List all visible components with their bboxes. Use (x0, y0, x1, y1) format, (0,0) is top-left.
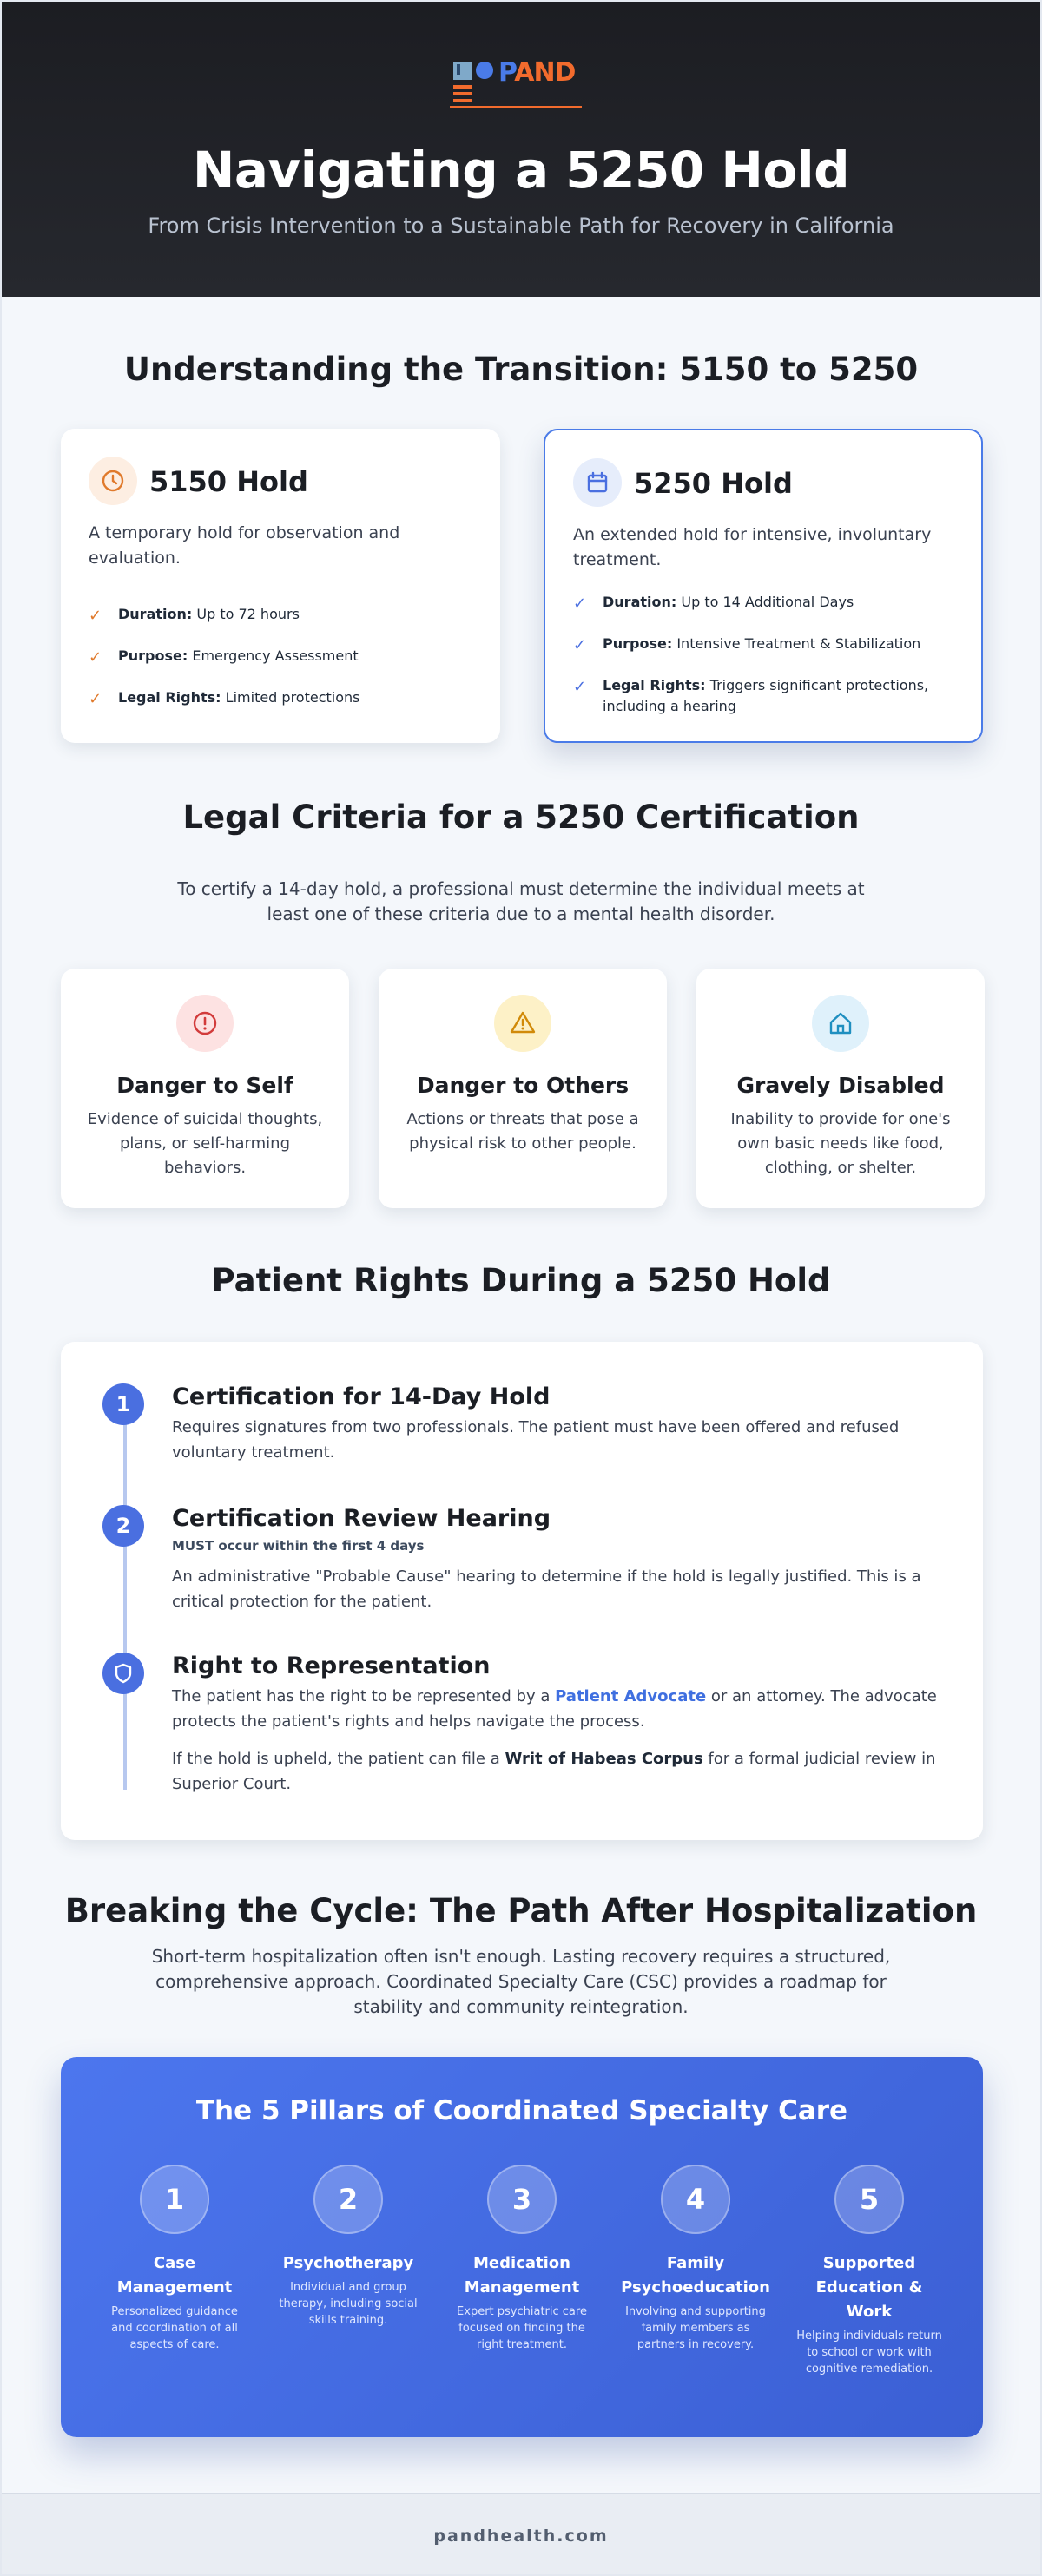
pillar-title: Medication Management (464, 2254, 580, 2297)
detail-item: ✓ Legal Rights: Triggers significant protections, including a hearing (573, 677, 929, 714)
pillar-text: Helping individuals return to school or work with cognitive remediation. (796, 2330, 942, 2376)
step-number-badge: 2 (102, 1505, 144, 1547)
card-title: 5250 Hold (634, 467, 793, 500)
criteria-card-text: Inability to provide for one's own basic needs like food, clothing, or shelter. (730, 1110, 951, 1177)
page-subtitle: From Crisis Intervention to a Sustainable Path for Recovery in California (148, 214, 894, 238)
detail-item: ✓ Legal Rights: Limited protections (89, 689, 360, 708)
page-title: Navigating a 5250 Hold (192, 141, 850, 200)
card-5250-hold (544, 429, 983, 743)
page (2, 2, 1040, 2574)
csc-pillars-panel (61, 2057, 983, 2437)
cycle-title: Breaking the Cycle: The Path After Hospitalization (64, 1892, 978, 1929)
check-icon: ✓ (89, 607, 102, 625)
card-description: An extended hold for intensive, involuntary treatment. (573, 525, 932, 569)
pillar-title: Family Psychoeducation (621, 2254, 770, 2297)
pillar-supported-education-work (782, 2165, 956, 2377)
criteria-card-title: Danger to Others (416, 1073, 630, 1098)
pillar-family-psychoeducation (609, 2165, 782, 2353)
logo-mark-icon (450, 56, 502, 104)
page-footer (2, 2493, 1040, 2574)
detail-item: ✓ Purpose: Intensive Treatment & Stabilization (573, 635, 921, 654)
check-icon: ✓ (573, 636, 587, 654)
step-text: An administrative "Probable Cause" hearing to determine if the hold is legally justified. This is a critical protection for the patient. (172, 1567, 921, 1611)
brand-logo[interactable] (450, 56, 589, 111)
clock-icon (89, 457, 137, 505)
hero-header (2, 2, 1040, 297)
card-detail-list (573, 592, 964, 738)
criteria-card-title: Gravely Disabled (736, 1073, 945, 1098)
pillar-medication-management (435, 2165, 609, 2353)
pillar-title: Case Management (116, 2254, 233, 2297)
step-number-badge: 1 (102, 1383, 144, 1425)
patient-advocate-link[interactable]: Patient Advocate (555, 1687, 707, 1705)
criteria-card-danger-to-others (379, 969, 667, 1208)
step-text: The patient has the right to be represented by a Patient Advocate or an attorney. The advocate protects the patient's rights and helps navigate the process. (172, 1687, 937, 1731)
cycle-lead: Short-term hospitalization often isn't enough. Lasting recovery requires a structured, comprehensive approach. Coordinated Specialty Care (CSC) provides a roadmap for stability and community reintegration. (151, 1946, 891, 2017)
pillar-number: 4 (661, 2165, 730, 2234)
detail-item: ✓ Duration: Up to 72 hours (89, 606, 300, 625)
transition-title: Understanding the Transition: 5150 to 5250 (123, 351, 919, 388)
check-icon: ✓ (573, 595, 587, 613)
footer-site-link[interactable]: pandhealth.com (433, 2527, 609, 2546)
rights-title: Patient Rights During a 5250 Hold (211, 1262, 831, 1299)
criteria-card-title: Danger to Self (116, 1073, 293, 1098)
step-deadline-note: MUST occur within the first 4 days (172, 1538, 425, 1554)
step-title: Certification for 14-Day Hold (172, 1383, 551, 1410)
csc-title: The 5 Pillars of Coordinated Specialty Care (195, 2095, 848, 2126)
rights-timeline-card (61, 1342, 983, 1840)
card-detail-list (89, 604, 479, 729)
card-title: 5150 Hold (149, 465, 308, 498)
pillar-text: Personalized guidance and coordination of all aspects of care. (111, 2305, 238, 2351)
pillar-text: Individual and group therapy, including social skills training. (279, 2281, 418, 2327)
check-icon: ✓ (89, 690, 102, 708)
step-text: Requires signatures from two professionals. The patient must have been offered and refused voluntary treatment. (172, 1418, 900, 1462)
check-icon: ✓ (573, 678, 587, 696)
card-description: A temporary hold for observation and evaluation. (89, 523, 400, 568)
shield-icon (102, 1653, 144, 1694)
detail-item: ✓ Duration: Up to 14 Additional Days (573, 594, 854, 613)
warning-triangle-icon (494, 995, 551, 1052)
step-text-habeas: If the hold is upheld, the patient can file a Writ of Habeas Corpus for a formal judicial review in Superior Court. (172, 1750, 936, 1793)
card-5150-hold (61, 429, 500, 743)
step-title: Certification Review Hearing (172, 1505, 551, 1532)
criteria-card-danger-to-self (61, 969, 349, 1208)
pillar-psychotherapy (261, 2165, 435, 2329)
alert-circle-icon (176, 995, 234, 1052)
pillar-number: 1 (140, 2165, 209, 2234)
pillar-title: Supported Education & Work (815, 2254, 923, 2321)
logo-underline (450, 106, 582, 108)
pillar-number: 3 (487, 2165, 557, 2234)
calendar-icon (573, 458, 622, 507)
check-icon: ✓ (89, 648, 102, 667)
criteria-lead: To certify a 14-day hold, a professional must determine the individual meets at least one of these criteria due to a mental health disorder. (177, 878, 865, 924)
criteria-card-text: Actions or threats that pose a physical risk to other people. (406, 1110, 639, 1153)
logo-wordmark: PAND (498, 57, 576, 88)
pillar-text: Involving and supporting family members as partners in recovery. (625, 2305, 766, 2351)
pillar-text: Expert psychiatric care focused on finding the right treatment. (457, 2305, 587, 2351)
criteria-card-text: Evidence of suicidal thoughts, plans, or self-harming behaviors. (87, 1110, 323, 1177)
timeline-line (123, 1404, 127, 1790)
criteria-title: Legal Criteria for a 5250 Certification (182, 798, 860, 836)
pillar-number: 5 (834, 2165, 904, 2234)
pillar-number: 2 (313, 2165, 383, 2234)
pillar-title: Psychotherapy (282, 2254, 414, 2272)
detail-item: ✓ Purpose: Emergency Assessment (89, 647, 359, 667)
step-title: Right to Representation (172, 1653, 491, 1679)
home-icon (812, 995, 869, 1052)
pillar-case-management (88, 2165, 261, 2353)
criteria-card-gravely-disabled (696, 969, 985, 1208)
